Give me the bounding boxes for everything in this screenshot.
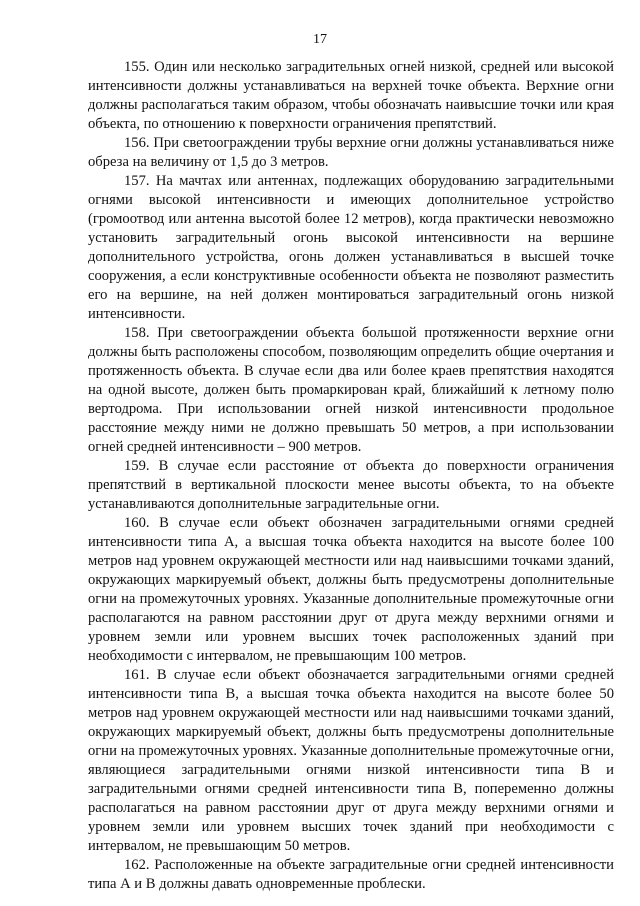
paragraph-155: 155. Один или несколько заградительных огней низкой, средней или высокой интенсивности должны устанавливаться на верхней точке объекта. Верхние огни должны располагаться таким образом, чтобы обозначать наивысшие точки или края объекта, по отношению к поверхности ограничения препятствий.	[88, 59, 614, 132]
paragraph-158: 158. При светоограждении объекта большой протяженности верхние огни должны быть расположены способом, позволяющим определить общие очертания и протяженность объекта. В случае если два или более краев препятствия находятся на одной высоте, должен быть промаркирован край, ближайший к летному полю вертодрома. При использовании огней низкой интенсивности продольное расстояние между ними не должно превышать 50 метров, а при использовании огней средней интенсивности – 900 метров.	[88, 325, 614, 455]
paragraph-157: 157. На мачтах или антеннах, подлежащих оборудованию заградительными огнями высокой интенсивности и имеющих дополнительное устройство (громоотвод или антенна высотой более 12 метров), когда практически невозможно установить заградительный огонь высокой интенсивности на вершине дополнительного устройства, огонь должен устанавливаться в высшей точке сооружения, а если конструктивные особенности объекта не позволяют разместить его на вершине, на ней должен монтироваться заградительный огонь низкой интенсивности.	[88, 173, 614, 322]
page-number: 17	[313, 32, 327, 47]
paragraph-161: 161. В случае если объект обозначается заградительными огнями средней интенсивности типа В, а высшая точка объекта находится на высоте более 50 метров над уровнем окружающей местности или над наивысшими точками зданий, окружающих маркируемый объект, должны быть предусмотрены дополнительные огни на промежуточных уровнях. Указанные дополнительные промежуточные огни, являющиеся заградительными огнями низкой интенсивности типа В и заградительными огнями средней интенсивности типа В, попеременно должны располагаться на равном расстоянии друг от друга между верхними огнями и уровнем земли или уровнем высших точек зданий при необходимости с интервалом, не превышающим 50 метров.	[88, 667, 614, 854]
paragraph-156: 156. При светоограждении трубы верхние огни должны устанавливаться ниже обреза на величину от 1,5 до 3 метров.	[88, 135, 614, 170]
paragraph-159: 159. В случае если расстояние от объекта до поверхности ограничения препятствий в вертикальной плоскости менее высоты объекта, то на объекте устанавливаются дополнительные заградительные огни.	[88, 458, 614, 512]
paragraph-162: 162. Расположенные на объекте заградительные огни средней интенсивности типа А и В должны давать одновременные проблески.	[88, 857, 614, 892]
paragraph-160: 160. В случае если объект обозначен заградительными огнями средней интенсивности типа А, а высшая точка объекта находится на высоте более 100 метров над уровнем окружающей местности или над наивысшими точками зданий, окружающих маркируемый объект, должны быть предусмотрены дополнительные огни на промежуточных уровнях. Указанные дополнительные промежуточные огни располагаются на равном расстоянии друг от друга между верхними огнями и уровнем земли или уровнем высших точек расположенных зданий при необходимости с интервалом, не превышающим 100 метров.	[88, 515, 614, 664]
document-body	[88, 58, 614, 894]
